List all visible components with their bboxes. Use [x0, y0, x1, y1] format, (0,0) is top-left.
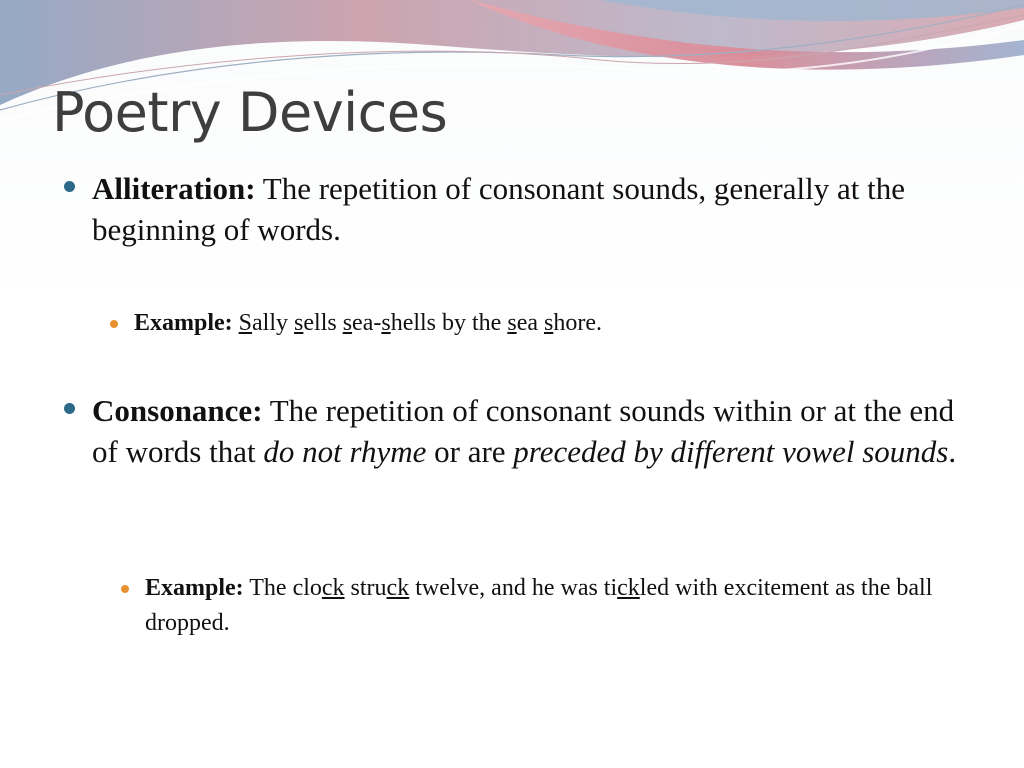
definition-alliteration: The repetition of consonant sounds, generally at the beginning of words. — [92, 171, 905, 247]
example-text: hore. — [553, 310, 602, 336]
term-alliteration: Alliteration: — [92, 171, 256, 206]
example-label: Example: — [145, 575, 244, 601]
example-text: led with excitement as the ball dropped. — [145, 575, 933, 636]
example-text: hells by the — [390, 310, 508, 336]
example-sound: ck — [386, 575, 410, 601]
example-sound: ck — [617, 575, 640, 601]
bullet-dot-icon — [64, 181, 75, 192]
sub-bullet-dot-icon — [121, 585, 129, 593]
definition-consonance: The repetition of consonant sounds within or at the end of words that — [92, 393, 955, 469]
bullet-alliteration — [92, 168, 972, 250]
example-text: ells — [303, 310, 343, 336]
example-label: Example: — [134, 310, 233, 336]
example-sound: s — [507, 310, 517, 336]
example-alliteration — [134, 306, 974, 341]
slide-title: Poetry Devices — [52, 81, 448, 144]
definition-end: . — [948, 434, 957, 469]
example-text: stru — [344, 575, 387, 601]
example-sound: s — [342, 310, 353, 336]
term-consonance: Consonance: — [92, 393, 263, 428]
bullet-consonance — [92, 390, 972, 472]
example-sound: s — [544, 310, 554, 336]
example-text: ea — [516, 310, 544, 336]
example-text: twelve, and he was ti — [409, 575, 618, 601]
example-sound: s — [294, 310, 304, 336]
definition-consonance: or are — [434, 434, 506, 469]
example-text: The clo — [249, 575, 322, 601]
example-text: ally — [252, 310, 295, 336]
example-sound: ck — [321, 575, 345, 601]
definition-emphasis: do not rhyme — [263, 434, 427, 469]
example-sound: s — [381, 310, 391, 336]
example-text: ea- — [352, 310, 382, 336]
example-sound: S — [238, 310, 253, 336]
sub-bullet-dot-icon — [110, 320, 118, 328]
bullet-dot-icon — [64, 403, 75, 414]
example-consonance — [145, 571, 965, 641]
definition-emphasis: preceded by different vowel sounds — [513, 434, 949, 469]
